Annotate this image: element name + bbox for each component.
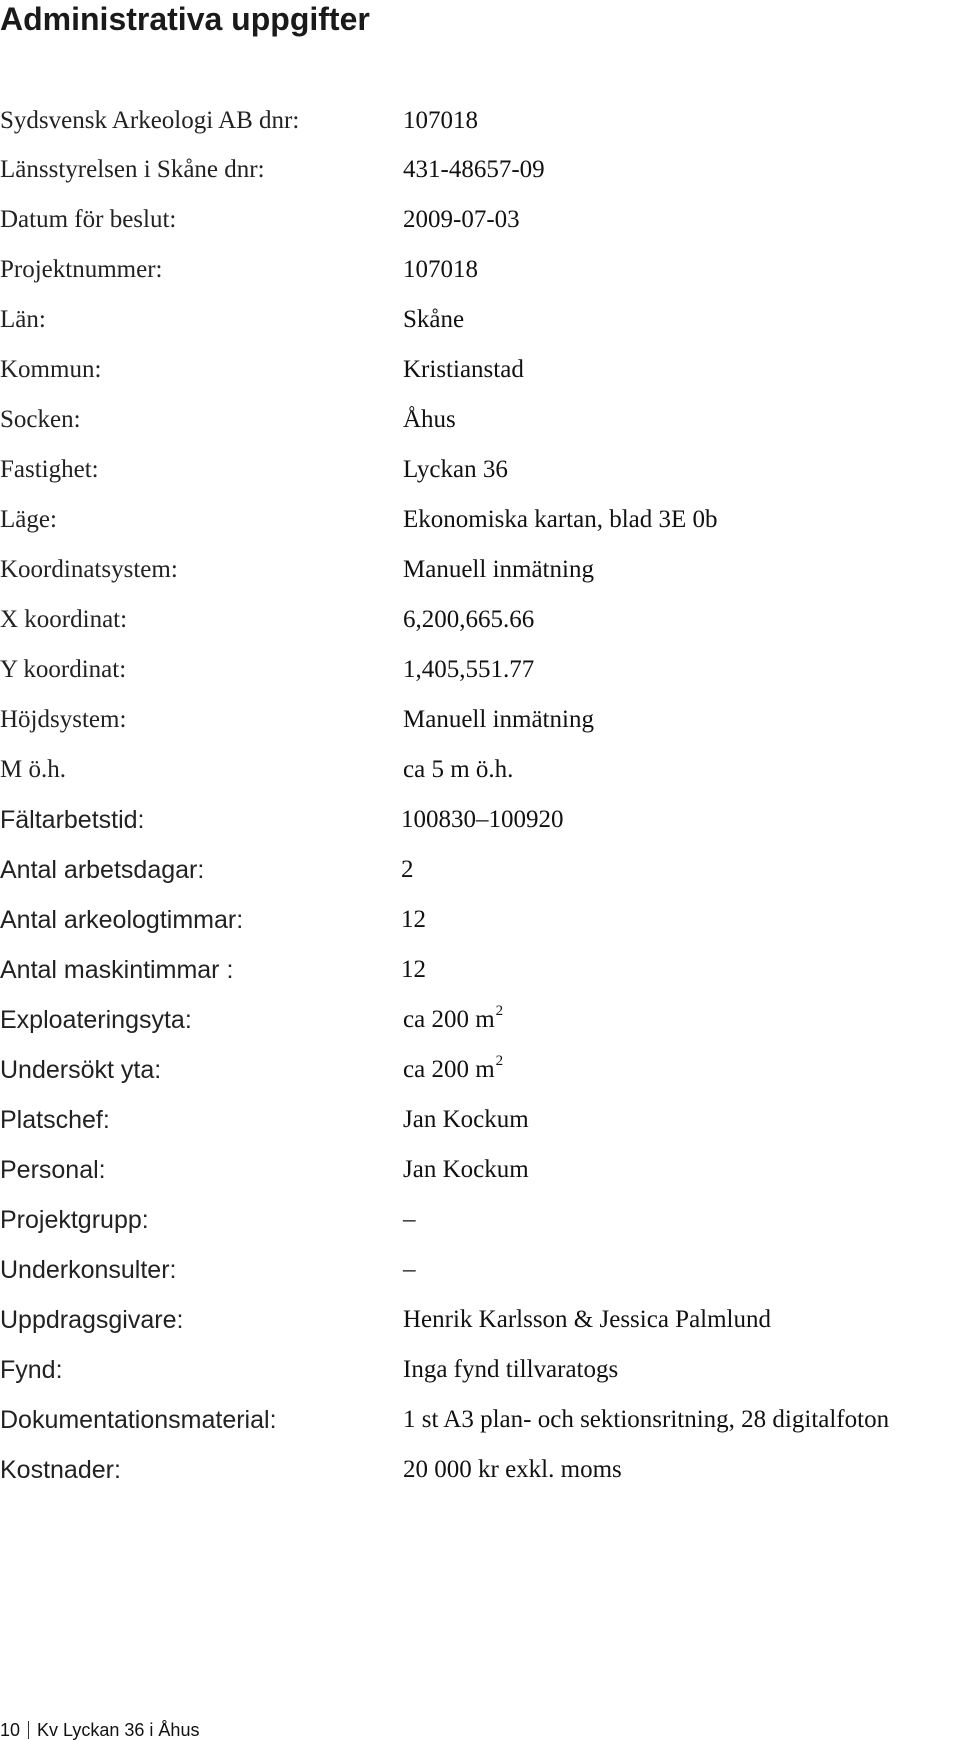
row-value: Jan Kockum	[403, 1156, 529, 1183]
row-label: Länsstyrelsen i Skåne dnr:	[0, 156, 265, 183]
row-projektgrupp	[0, 1200, 960, 1240]
row-value: ca 5 m ö.h.	[403, 756, 514, 783]
row-antal-arkeologtimmar	[0, 900, 960, 940]
row-value-text: ca 200 m	[403, 1056, 495, 1083]
row-uppdragsgivare	[0, 1300, 960, 1340]
row-value: 12	[401, 906, 426, 933]
row-hojdsystem	[0, 700, 960, 740]
row-datum-for-beslut	[0, 200, 960, 240]
row-value: Henrik Karlsson & Jessica Palmlund	[403, 1306, 772, 1333]
page-number: 10	[0, 1720, 21, 1740]
row-label: Antal arbetsdagar:	[0, 856, 205, 884]
row-sydsvensk-dnr	[0, 101, 960, 141]
row-value: Skåne	[403, 306, 465, 333]
row-label: Projektnummer:	[0, 256, 163, 283]
row-x-koordinat	[0, 600, 960, 640]
row-value: Kristianstad	[403, 356, 524, 383]
row-label: Antal maskintimmar :	[0, 956, 234, 984]
row-value: 20 000 kr exkl. moms	[403, 1456, 622, 1483]
row-label: Fynd:	[0, 1356, 63, 1384]
row-label: Dokumentationsmaterial:	[0, 1406, 277, 1434]
row-value: 2009-07-03	[403, 206, 520, 233]
unit-superscript: 2	[495, 1003, 504, 1019]
row-value: Inga fynd tillvaratogs	[403, 1356, 619, 1383]
row-value: Jan Kockum	[403, 1106, 529, 1133]
unit-superscript: 2	[495, 1053, 504, 1069]
row-value: 107018	[403, 256, 478, 283]
row-fastighet	[0, 450, 960, 490]
row-label: Antal arkeologtimmar:	[0, 906, 244, 934]
row-label: Socken:	[0, 406, 81, 433]
row-value: 431-48657-09	[403, 156, 545, 183]
row-y-koordinat	[0, 650, 960, 690]
row-value	[403, 1000, 503, 1043]
row-value: Ekonomiska kartan, blad 3E 0b	[403, 506, 718, 533]
page-footer	[0, 1720, 199, 1740]
row-value	[403, 1050, 503, 1093]
row-label: Län:	[0, 306, 46, 333]
row-socken	[0, 400, 960, 440]
row-label: Läge:	[0, 506, 57, 533]
row-label: Datum för beslut:	[0, 206, 177, 233]
row-value: 1 st A3 plan- och sektionsritning, 28 digitalfoton	[403, 1406, 890, 1433]
row-label: Uppdragsgivare:	[0, 1306, 184, 1334]
row-kommun	[0, 350, 960, 390]
row-label: Projektgrupp:	[0, 1206, 149, 1234]
row-lan	[0, 300, 960, 340]
row-label: Kostnader:	[0, 1456, 121, 1484]
row-kostnader	[0, 1450, 960, 1490]
row-dokumentationsmaterial	[0, 1400, 960, 1440]
row-value: 2	[401, 856, 414, 883]
row-value: 12	[401, 956, 426, 983]
row-faltarbetstid	[0, 800, 960, 840]
row-antal-maskintimmar	[0, 950, 960, 990]
row-undersokt-yta	[0, 1050, 960, 1090]
row-m-oh	[0, 750, 960, 790]
row-label: Undersökt yta:	[0, 1056, 162, 1084]
row-platschef	[0, 1100, 960, 1140]
row-label: Y koordinat:	[0, 656, 127, 683]
row-label: Fastighet:	[0, 456, 99, 483]
row-label: M ö.h.	[0, 756, 66, 783]
row-label: Fältarbetstid:	[0, 806, 145, 834]
row-label: Personal:	[0, 1156, 106, 1184]
footer-divider	[28, 1721, 29, 1739]
row-label: Kommun:	[0, 356, 102, 383]
row-label: Exploateringsyta:	[0, 1006, 192, 1034]
row-label: X koordinat:	[0, 606, 128, 633]
row-antal-arbetsdagar	[0, 850, 960, 890]
row-value: 1,405,551.77	[403, 656, 535, 683]
row-fynd	[0, 1350, 960, 1390]
row-lansstyrelsen-dnr	[0, 150, 960, 190]
row-label: Koordinatsystem:	[0, 556, 178, 583]
row-label: Höjdsystem:	[0, 706, 127, 733]
row-value: Lyckan 36	[403, 456, 508, 483]
row-label: Underkonsulter:	[0, 1256, 177, 1284]
row-lage	[0, 500, 960, 540]
row-label: Platschef:	[0, 1106, 110, 1134]
row-projektnummer	[0, 250, 960, 290]
row-underkonsulter	[0, 1250, 960, 1290]
row-value: Manuell inmätning	[403, 556, 594, 583]
row-value: 107018	[403, 107, 478, 134]
row-personal	[0, 1150, 960, 1190]
row-value: 6,200,665.66	[403, 606, 535, 633]
row-value: Manuell inmätning	[403, 706, 594, 733]
row-value: –	[403, 1256, 416, 1283]
row-value: Åhus	[403, 406, 456, 433]
row-value-text: ca 200 m	[403, 1006, 495, 1033]
row-koordinatsystem	[0, 550, 960, 590]
row-label: Sydsvensk Arkeologi AB dnr:	[0, 107, 300, 134]
footer-title: Kv Lyckan 36 i Åhus	[37, 1720, 200, 1740]
page-heading: Administrativa uppgifter	[0, 1, 370, 37]
row-exploateringsyta	[0, 1000, 960, 1040]
row-value: –	[403, 1206, 416, 1233]
row-value: 100830–100920	[401, 806, 564, 833]
